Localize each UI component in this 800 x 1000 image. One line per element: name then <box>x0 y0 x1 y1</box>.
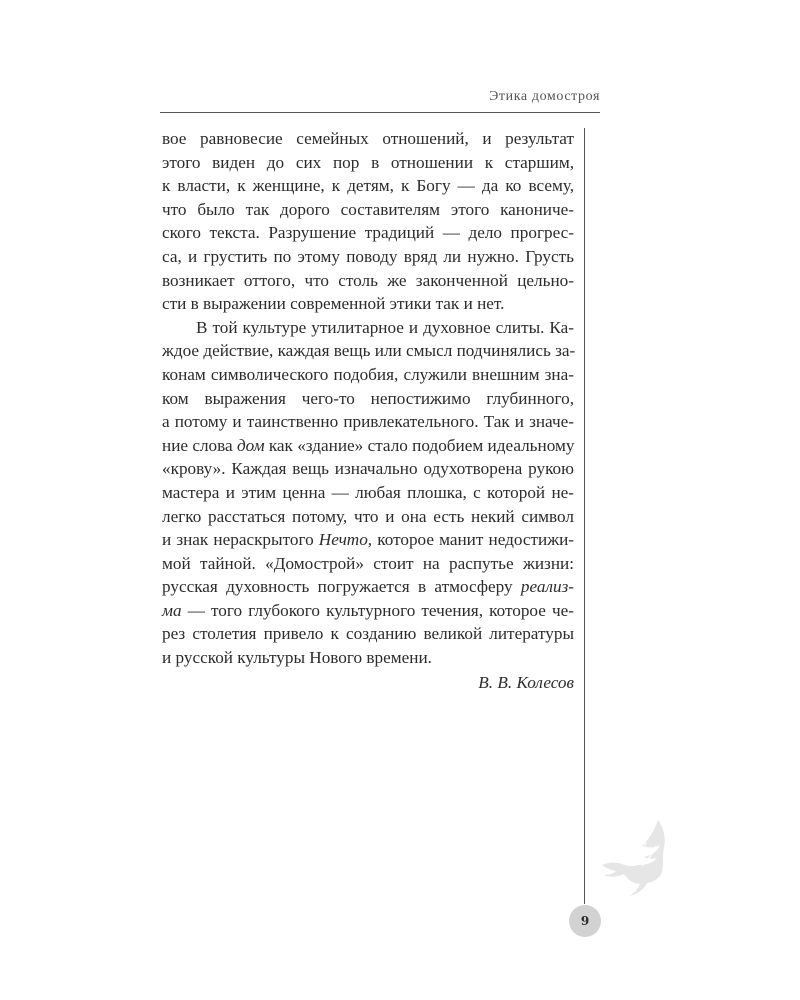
text-line: что было так дорого составителям этого канониче- <box>162 199 574 219</box>
paragraph-1 <box>162 127 574 316</box>
dove-icon <box>598 818 672 898</box>
italic-term: ма <box>162 600 182 620</box>
page-number: 9 <box>580 914 590 928</box>
text-line <box>162 575 574 599</box>
text-line: мой тайной. «Домострой» стоит на распутье жизни: <box>162 553 574 573</box>
running-head: Этика домостроя <box>489 89 600 104</box>
text-line <box>162 528 574 552</box>
page-number-badge <box>569 905 601 937</box>
text-line <box>162 434 574 458</box>
text-run: — того глубокого культурного течения, которое че- <box>181 600 574 620</box>
author-signature: В. В. Колесов <box>478 672 574 692</box>
text-run: которое манит недостижи- <box>372 530 574 550</box>
text-line: «крову». Каждая вещь изначально одухотворена рукою <box>162 459 574 479</box>
text-line: а потому и таинственно привлекательного. Так и значе- <box>162 412 574 432</box>
text-line: возникает оттого, что столь же законченной цельно- <box>162 270 574 290</box>
text-line: этого виден до сих пор в отношении к старшим, <box>162 152 574 172</box>
text-run: как «здание» стало подобием идеальному <box>264 435 575 455</box>
text-line <box>162 599 574 623</box>
text-line: ждое действие, каждая вещь или смысл подчинялись за- <box>162 341 576 361</box>
paragraph-2 <box>162 316 574 670</box>
text-line: В той культуре утилитарное и духовное слиты. Ка- <box>196 317 574 337</box>
text-run: русская духовность погружается в атмосферу <box>162 577 521 597</box>
text-line: ком выражения чего-то непостижимо глубинного, <box>162 388 574 408</box>
text-line: са, и грустить по этому поводу вряд ли нужно. Грусть <box>162 246 574 266</box>
text-line: ского текста. Разрушение традиций — дело прогрес- <box>162 223 574 243</box>
text-line: мастера и этим ценна — любая плошка, с которой не- <box>162 482 574 502</box>
text-line: легко расстаться потому, что и она есть некий символ <box>162 506 574 526</box>
text-line: вое равновесие семейных отношений, и результат <box>162 129 574 148</box>
text-line: конам символического подобия, служили внешним зна- <box>162 364 574 384</box>
text-line: сти в выражении современной этики так и нет. <box>162 294 505 314</box>
text-line: и русской культуры Нового времени. <box>162 648 432 668</box>
text-run: и знак нераскрытого <box>162 530 319 550</box>
italic-term: реализ- <box>520 577 574 597</box>
body-text <box>162 127 574 694</box>
header-rule <box>160 112 600 113</box>
italic-term: Нечто, <box>318 530 373 550</box>
text-line: рез столетия привело к созданию великой литературы <box>162 624 574 644</box>
italic-term: дом <box>236 435 265 455</box>
text-line: к власти, к женщине, к детям, к Богу — да ко всему, <box>162 176 574 196</box>
margin-rule <box>584 128 585 904</box>
text-run: ние слова <box>162 435 237 455</box>
